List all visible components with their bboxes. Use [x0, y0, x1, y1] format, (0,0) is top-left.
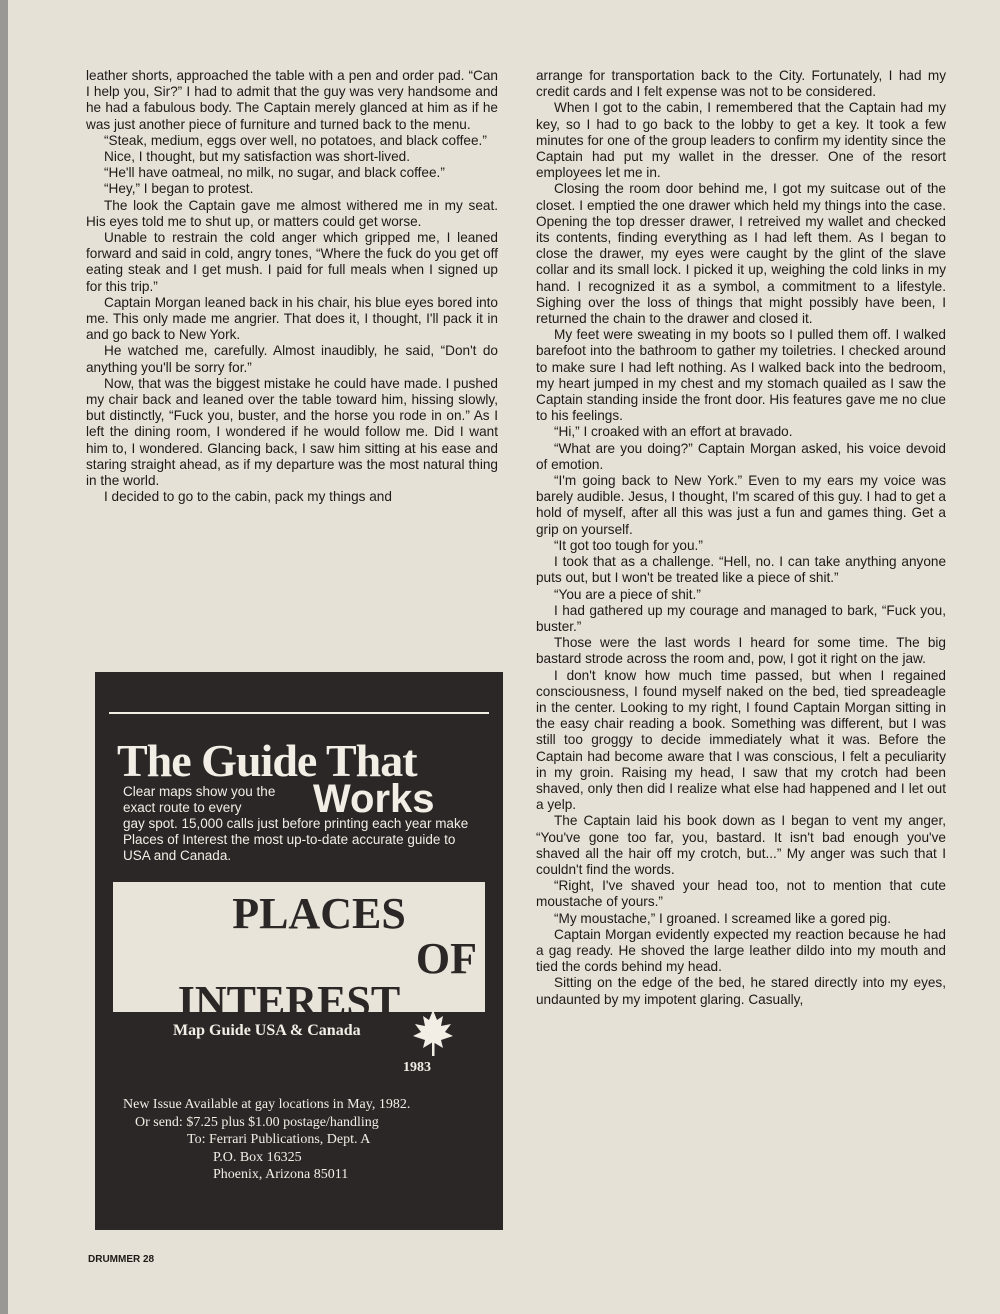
paragraph: “Hi,” I croaked with an effort at bravado.: [554, 424, 793, 440]
paragraph: I don't know how much time passed, but when I regained consciousness, I found myself naked on the bed, tied spreadeagle in the center. Looking to my right, I found Captain Morgan sitting in the easy chair reading a book. Something was different, but I was still too groggy to decide immediately what it was. Before the Captain had become aware that I was conscious, I felt a peculiarity in my groin. Raising my head, I saw that my crotch had been shaved, only then did I realize what else had happened and I let out a yelp.: [536, 667, 946, 813]
paragraph: “My moustache,” I groaned. I screamed like a gored pig.: [554, 910, 891, 926]
paragraph: “It got too tough for you.”: [554, 537, 703, 553]
ad-cover-subtitle: Map Guide USA & Canada: [173, 1022, 361, 1039]
ad-order-info: [95, 1096, 503, 1184]
ad-divider-rule: [109, 712, 489, 714]
paragraph: The Captain laid his book down as I began to vent my anger, “You've gone too far, you, bastard. It isn't bad enough you've shaved all the hair off my crotch, but...” My anger was such that I couldn't find the words.: [536, 813, 946, 877]
ad-order-line4: P.O. Box 16325: [213, 1149, 302, 1165]
ad-cover-title-line3: INTEREST: [177, 977, 401, 1026]
paragraph: The look the Captain gave me almost withered me in my seat. His eyes told me to shut up, or matters could get worse.: [86, 197, 498, 229]
paragraph: I decided to go to the cabin, pack my things and: [104, 489, 392, 505]
ad-cover-title-line2: OF: [415, 934, 477, 983]
ad-blurb-line1: Clear maps show you the exact route to every: [123, 784, 276, 815]
ad-cover-panel: [113, 882, 485, 1026]
maple-leaf-icon: [413, 1010, 453, 1056]
paragraph: Nice, I thought, but my satisfaction was short-lived.: [104, 149, 410, 165]
page-folio: DRUMMER 28: [88, 1254, 155, 1265]
paragraph: Those were the last words I heard for some time. The big bastard strode across the room and, pow, I got it right on the jaw.: [536, 635, 946, 667]
ad-blurb: [123, 784, 483, 864]
paragraph: “Right, I've shaved your head too, not to mention that cute moustache of yours.”: [536, 878, 946, 910]
paragraph: I had gathered up my courage and managed to bark, “Fuck you, buster.”: [536, 602, 946, 634]
paragraph: “I'm going back to New York.” Even to my ears my voice was barely audible. Jesus, I thought, I'm scared of this guy. I had to get a hold of myself, after all this was just a fun and games thing. Get a grip on yourself.: [536, 473, 946, 537]
paragraph: Sitting on the edge of the bed, he stared directly into my eyes, undaunted by my impotent glaring. Casually,: [536, 975, 946, 1007]
paragraph: When I got to the cabin, I remembered that the Captain had my key, so I had to go back to the lobby to get a key. It took a few minutes for one of the group leaders to confirm my identity since the Captain had put my wallet in the dresser. One of the resort employees let me in.: [536, 100, 946, 181]
ad-cover-title-line1: PLACES: [232, 889, 406, 938]
paragraph: “What are you doing?” Captain Morgan asked, his voice devoid of emotion.: [536, 440, 946, 472]
ad-book-cover-image: [113, 882, 485, 1094]
left-column: [86, 68, 498, 505]
ad-order-line2: Or send: $7.25 plus $1.00 postage/handling: [135, 1114, 379, 1130]
paragraph: leather shorts, approached the table with a pen and order pad. “Can I help you, Sir?” I had to admit that the guy was very handsome and he had a fabulous body. The Captain merely glanced at him as if he was just another piece of furniture and turned back to the menu.: [86, 68, 498, 132]
paragraph: Closing the room door behind me, I got my suitcase out of the closet. I emptied the one drawer which held my things into the case. Opening the top dresser drawer, I retreived my wallet and checked its contents, finding everything as I had left them. As I began to close the drawer, my eyes were caught by the glint of the slave collar and its small lock. I picked it up, weighing the cold links in my hand. I recognized it as a symbol, a commitment to a lifestyle. Sighing over the loss of things that might possibly have been, I returned the chain to the drawer and closed it.: [536, 181, 946, 327]
ad-order-line1: New Issue Available at gay locations in May, 1982.: [123, 1097, 411, 1112]
paragraph: Unable to restrain the cold anger which gripped me, I leaned forward and said in cold, angry tones, “Where the fuck do you get off eating steak and I get mush. I paid for full meals when I signed up for this trip.”: [86, 230, 498, 294]
ad-order-line5: Phoenix, Arizona 85011: [213, 1167, 349, 1182]
paragraph: My feet were sweating in my boots so I pulled them off. I walked barefoot into the bathroom to gather my toiletries. I checked around to make sure I had left nothing. As I walked back into the bedroom, my heart jumped in my chest and my stomach quailed as I saw the Captain standing inside the front door. His features gave me no clue to his feelings.: [536, 327, 946, 424]
paragraph: “He'll have oatmeal, no milk, no sugar, and black coffee.”: [104, 165, 445, 181]
magazine-page: [8, 0, 1000, 1314]
paragraph: He watched me, carefully. Almost inaudibly, he said, “Don't do anything you'll be sorry for.”: [86, 343, 498, 375]
paragraph: I took that as a challenge. “Hell, no. I can take anything anyone puts out, but I won't be treated like a piece of shit.”: [536, 554, 946, 586]
advertisement-places-of-interest: [95, 672, 503, 1230]
ad-headline-works: Works: [313, 777, 435, 821]
paragraph: Now, that was the biggest mistake he could have made. I pushed my chair back and leaned over the table toward him, hissing slowly, but distinctly, “Fuck you, buster, and the horse you rode in on.” As I left the dining room, I wondered if he would follow me. Did I want him to, I wondered. Glancing back, I saw him sitting at his ease and staring straight ahead, as if my departure was the most natural thing in the world.: [86, 375, 498, 489]
paragraph: Captain Morgan evidently expected my reaction because he had a gag ready. He shoved the large leather dildo into my mouth and tied the cords behind my head.: [536, 926, 946, 975]
ad-cover-year: 1983: [403, 1060, 431, 1075]
ad-blurb-rest: gay spot. 15,000 calls just before printing each year make Places of Interest the most up-to-date accurate guide to USA and Canada.: [123, 816, 469, 863]
paragraph: “You are a piece of shit.”: [554, 586, 701, 602]
ad-headline: The Guide That: [117, 735, 417, 786]
ad-order-line3: To: Ferrari Publications, Dept. A: [187, 1132, 371, 1147]
paragraph: arrange for transportation back to the City. Fortunately, I had my credit cards and I felt expense was not to be considered.: [536, 68, 946, 100]
right-column: [536, 68, 946, 1008]
paragraph: “Steak, medium, eggs over well, no potatoes, and black coffee.”: [104, 132, 487, 148]
paragraph: Captain Morgan leaned back in his chair, his blue eyes bored into me. This only made me angrier. That does it, I thought, I'll pack it in and go back to New York.: [86, 294, 498, 343]
paragraph: “Hey,” I began to protest.: [104, 181, 254, 197]
